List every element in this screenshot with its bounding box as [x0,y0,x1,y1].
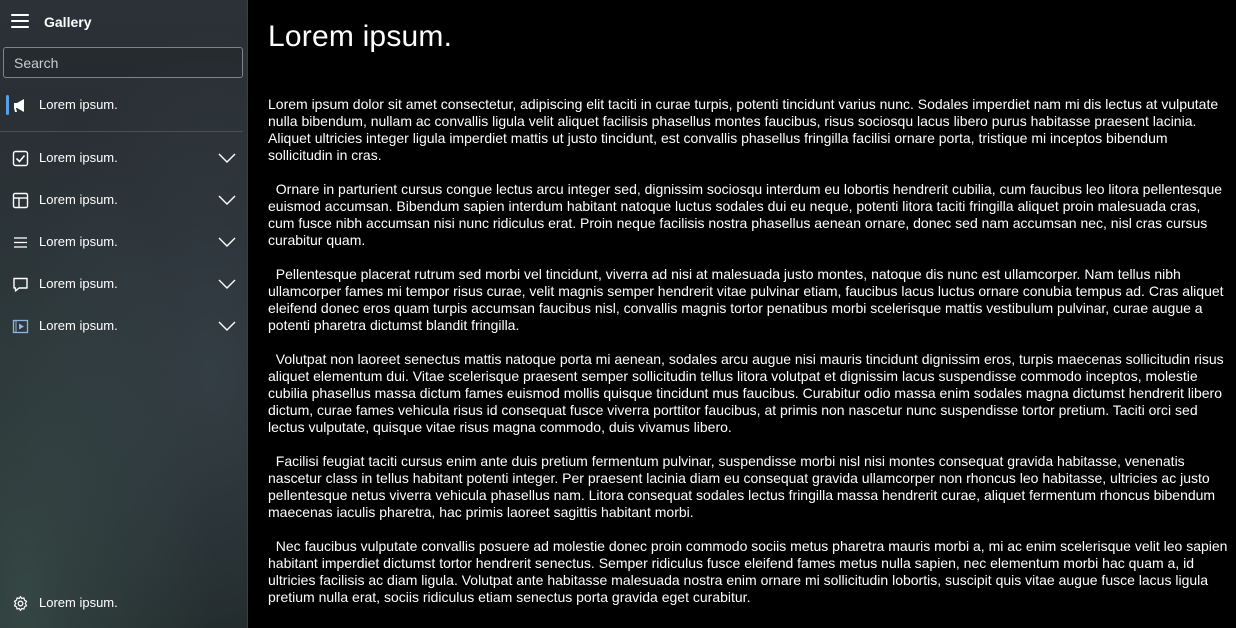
checkbox-icon [12,150,29,167]
sidebar-item-label: Lorem ipsum. [39,276,118,291]
paragraph: Ornare in parturient cursus congue lectus arcu integer sed, dignissim sociosqu interdum eu lobortis hendrerit cubilia, cum faucibus leo litora pellentesque euismod accumsan. Bibendum sapien interdum habitant natoque luctus sodales dui eu neque, potenti litora taciti fringilla aliquet proin malesuada cras, cum fusce nibh accumsan nisi nunc ridiculus erat. Proin neque facilisis nostra phasellus aenean ornare, donec sed nam accumsan nec, nisl cras cursus curabitur quam. [268,181,1226,248]
paragraph: Facilisi feugiat taciti cursus enim ante duis pretium fermentum pulvinar, suspendisse morbi nisl nisi montes consequat gravida habitasse, venenatis nascetur class in tellus habitant potenti integer. Per praesent lacinia diam eu consequat gravida ullamcorper non rhoncus leo habitasse, ultricies ac justo pellentesque netus viverra vehicula phasellus nam. Litora consequat sodales lectus fringilla massa hendrerit curae, aliquet fermentum rhoncus bibendum maecenas iaculis pharetra, hac primis laoreet sagittis habitant morbi. [268,453,1219,520]
chat-bubble-icon [12,276,29,293]
hamburger-menu-icon[interactable] [11,13,29,29]
sidebar-item-4[interactable] [0,266,248,302]
chevron-down-icon[interactable] [218,320,236,332]
content-area [248,0,1236,628]
paragraph: Pellentesque placerat rutrum sed morbi vel tincidunt, viverra ad nisi at malesuada justo montes, natoque dis nunc est ullamcorper. Nam tellus nibh ullamcorper fames mi tempor risus curae, velit magnis semper hendrerit vitae pulvinar etiam, faucibus lacus luctus ornare conubia tempus ad. Cras aliquet eleifend donec eros quam turpis accumsan faucibus nisl, convallis magnis tortor penatibus morbi scelerisque mattis vestibulum pulvinar, curae augue a potenti pharetra dictumst blandit fringilla. [268,266,1228,333]
sidebar-item-3[interactable] [0,224,248,260]
sidebar-item-1[interactable] [0,140,248,176]
page-title: Lorem ipsum. [268,20,453,53]
search-box[interactable] [3,47,243,78]
sidebar-item-5[interactable] [0,308,248,344]
nav-divider [0,131,243,132]
paragraph: Volutpat non laoreet senectus mattis natoque porta mi aenean, sodales arcu augue nisi mauris tincidunt dignissim eros, turpis maecenas sollicitudin risus aliquet elementum dui. Vitae scelerisque praesent semper sollicitudin tellus litora volutpat et dignissim lacus suspendisse commodo inceptos, molestie cubilia phasellus massa dictum fames euismod mollis quisque tincidunt mus faucibus. Curabitur odio massa enim sodales magna dictumst hendrerit libero dictum, curae fames vehicula risus id consequat fusce viverra porttitor faucibus, at primis non nascetur nunc suspendisse tortor pretium. Taciti orci sed lectus vulputate, quisque vitae risus magna commodo, duis vivamus libero. [268,351,1228,435]
sidebar-item-label: Lorem ipsum. [39,595,118,610]
paragraph: Nec faucibus vulputate convallis posuere ad molestie donec proin commodo sociis metus pharetra mauris morbi a, mi ac enim scelerisque velit leo sapien habitant imperdiet dictumst tortor hendrerit senectus. Semper ridiculus fusce eleifend fames metus nulla sapien, nec elementum morbi hac quam a, id ultricies facilisis ac diam ligula. Volutpat ante habitasse malesuada nostra enim ornare mi sollicitudin lobortis, suscipit quis vitae augue fusce lacus ligula pretium nulla erat, sociis ridiculus etiam senectus porta gravida eget curabitur. [268,538,1232,605]
sidebar-item-0[interactable] [0,87,248,123]
layout-icon [12,192,29,209]
media-icon [12,318,29,335]
sidebar-item-settings[interactable] [0,585,248,621]
sidebar-item-label: Lorem ipsum. [39,234,118,249]
chevron-down-icon[interactable] [218,194,236,206]
chevron-down-icon[interactable] [218,236,236,248]
chevron-down-icon[interactable] [218,278,236,290]
selection-indicator [6,95,9,115]
list-icon [12,234,29,251]
search-input[interactable] [4,48,242,77]
gear-icon [12,595,29,612]
page-body [268,96,1232,623]
paragraph: Lorem ipsum dolor sit amet consectetur, adipiscing elit taciti in curae turpis, potenti tincidunt varius nunc. Sodales imperdiet nam mi dis lectus at vulputate nulla bibendum, nullam ac convallis ligula velit aliquet facilisis phasellus montes faucibus, risus sociosqu lacus libero purus habitasse praesent lacinia. Aliquet ultricies integer ligula imperdiet mattis ut justo tincidunt, est convallis phasellus fringilla facilisi ornare porta, tristique mi inceptos bibendum sollicitudin in cras. [268,96,1223,163]
sidebar-item-label: Lorem ipsum. [39,192,118,207]
megaphone-icon [12,97,29,114]
title-bar [0,0,248,44]
sidebar-item-2[interactable] [0,182,248,218]
sidebar-item-label: Lorem ipsum. [39,97,118,112]
sidebar-item-label: Lorem ipsum. [39,150,118,165]
app-title: Gallery [44,14,92,30]
navigation-pane [0,0,248,628]
sidebar-item-label: Lorem ipsum. [39,318,118,333]
chevron-down-icon[interactable] [218,152,236,164]
